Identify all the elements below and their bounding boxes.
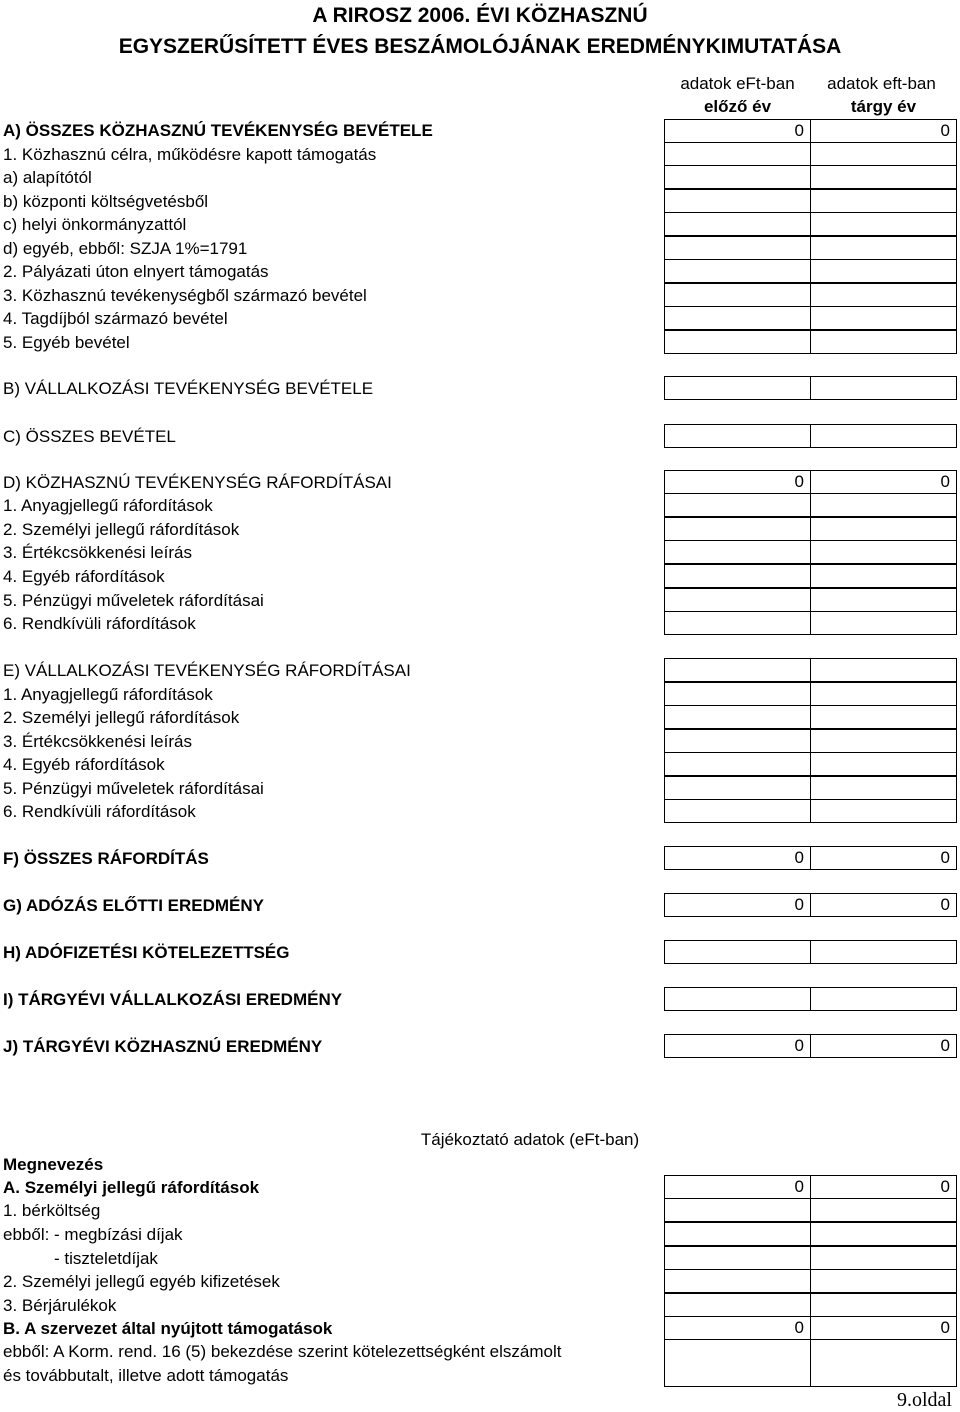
curr-year-cell: 0: [810, 893, 957, 917]
prev-year-cell: [664, 1246, 811, 1270]
curr-year-cell: [810, 306, 957, 330]
curr-year-cell: [810, 1222, 957, 1246]
curr-year-cell: [810, 189, 957, 213]
prev-year-cell: 0: [664, 1175, 811, 1199]
prev-year-cell: [664, 306, 811, 330]
prev-year-cell: [664, 424, 811, 448]
row-label: 1. bérköltség: [3, 1201, 101, 1220]
curr-year-cell: [810, 682, 957, 706]
row-label: H) ADÓFIZETÉSI KÖTELEZETTSÉG: [3, 943, 290, 962]
curr-year-cell: [810, 1269, 957, 1293]
prev-year-cell: [664, 283, 811, 307]
curr-year-cell: 0: [810, 119, 957, 143]
curr-year-header: tárgy év: [850, 97, 917, 116]
row-label: 4. Egyéb ráfordítások: [3, 755, 165, 774]
prev-year-cell: [664, 142, 811, 166]
curr-year-cell: [810, 776, 957, 800]
prev-year-cell: [664, 330, 811, 354]
curr-year-cell: 0: [810, 846, 957, 870]
curr-year-cell: [810, 424, 957, 448]
curr-year-cell: [810, 517, 957, 541]
row-label: a) alapítótól: [3, 168, 92, 187]
info-title: Tájékoztató adatok (eFt-ban): [420, 1130, 640, 1149]
row-label: 3. Értékcsökkenési leírás: [3, 732, 192, 751]
curr-year-cell: [810, 987, 957, 1011]
curr-year-cell: [810, 540, 957, 564]
prev-year-cell: [664, 564, 811, 588]
row-label: 1. Közhasznú célra, működésre kapott támogatás: [3, 145, 377, 164]
row-label: 5. Egyéb bevétel: [3, 333, 130, 352]
curr-year-cell: [810, 658, 957, 682]
curr-year-cell: 0: [810, 470, 957, 494]
row-label: 3. Értékcsökkenési leírás: [3, 543, 192, 562]
row-label: 1. Anyagjellegű ráfordítások: [3, 685, 213, 704]
row-label: J) TÁRGYÉVI KÖZHASZNÚ EREDMÉNY: [3, 1037, 323, 1056]
prev-year-cell: [664, 236, 811, 260]
row-label: D) KÖZHASZNÚ TEVÉKENYSÉG RÁFORDÍTÁSAI: [3, 473, 392, 492]
title-line-2: EGYSZERŰSÍTETT ÉVES BESZÁMOLÓJÁNAK EREDMÉNYKIMUTATÁSA: [118, 35, 842, 58]
curr-year-cell: [810, 752, 957, 776]
prev-year-cell: [664, 1339, 811, 1387]
prev-year-cell: [664, 517, 811, 541]
curr-year-cell: 0: [810, 1175, 957, 1199]
curr-year-cell: [810, 1293, 957, 1317]
prev-year-cell: [664, 705, 811, 729]
row-label: 2. Személyi jellegű ráfordítások: [3, 520, 240, 539]
info-header: Megnevezés: [3, 1155, 104, 1174]
row-label: 6. Rendkívüli ráfordítások: [3, 802, 196, 821]
prev-year-cell: [664, 189, 811, 213]
row-label: A. Személyi jellegű ráfordítások: [3, 1178, 260, 1197]
curr-unit-header: adatok eft-ban: [827, 74, 936, 93]
prev-year-cell: [664, 1222, 811, 1246]
prev-year-header: előző év: [703, 97, 772, 116]
curr-year-cell: 0: [810, 1034, 957, 1058]
row-label: c) helyi önkormányzattól: [3, 215, 187, 234]
row-label: 5. Pénzügyi műveletek ráfordításai: [3, 779, 264, 798]
row-label: 2. Pályázati úton elnyert támogatás: [3, 262, 269, 281]
curr-year-cell: [810, 1246, 957, 1270]
prev-year-cell: [664, 658, 811, 682]
curr-year-cell: [810, 799, 957, 823]
row-label: B. A szervezet által nyújtott támogatások: [3, 1319, 333, 1338]
prev-year-cell: [664, 776, 811, 800]
curr-year-cell: [810, 283, 957, 307]
curr-year-cell: [810, 330, 957, 354]
prev-year-cell: 0: [664, 1316, 811, 1340]
row-label: C) ÖSSZES BEVÉTEL: [3, 427, 176, 446]
prev-year-cell: [664, 1293, 811, 1317]
prev-year-cell: 0: [664, 846, 811, 870]
row-label: és továbbutalt, illetve adott támogatás: [3, 1366, 289, 1385]
row-label: 5. Pénzügyi műveletek ráfordításai: [3, 591, 264, 610]
curr-year-cell: [810, 1198, 957, 1222]
row-label: 4. Tagdíjból származó bevétel: [3, 309, 228, 328]
row-label: 6. Rendkívüli ráfordítások: [3, 614, 196, 633]
prev-year-cell: [664, 1198, 811, 1222]
row-label: G) ADÓZÁS ELŐTTI EREDMÉNY: [3, 896, 264, 915]
prev-year-cell: 0: [664, 1034, 811, 1058]
curr-year-cell: [810, 588, 957, 612]
row-label: I) TÁRGYÉVI VÁLLALKOZÁSI EREDMÉNY: [3, 990, 343, 1009]
prev-year-cell: [664, 212, 811, 236]
row-label: E) VÁLLALKOZÁSI TEVÉKENYSÉG RÁFORDÍTÁSAI: [3, 661, 411, 680]
prev-year-cell: [664, 165, 811, 189]
row-label: - tiszteletdíjak: [54, 1249, 158, 1268]
curr-year-cell: [810, 212, 957, 236]
curr-year-cell: [810, 611, 957, 635]
row-label: 2. Személyi jellegű egyéb kifizetések: [3, 1272, 280, 1291]
prev-year-cell: [664, 1269, 811, 1293]
curr-year-cell: [810, 165, 957, 189]
curr-year-cell: [810, 142, 957, 166]
page-number: 9.oldal: [897, 1389, 952, 1411]
row-label: b) központi költségvetésből: [3, 192, 209, 211]
prev-year-cell: 0: [664, 470, 811, 494]
row-label: 4. Egyéb ráfordítások: [3, 567, 165, 586]
prev-unit-header: adatok eFt-ban: [680, 74, 795, 93]
prev-year-cell: [664, 752, 811, 776]
prev-year-cell: [664, 611, 811, 635]
row-label: ebből: - megbízási díjak: [3, 1225, 183, 1244]
row-label: d) egyéb, ebből: SZJA 1%=1791: [3, 239, 248, 258]
row-label: 3. Közhasznú tevékenységből származó bevétel: [3, 286, 367, 305]
curr-year-cell: [810, 729, 957, 753]
prev-year-cell: [664, 682, 811, 706]
prev-year-cell: 0: [664, 893, 811, 917]
row-label: F) ÖSSZES RÁFORDÍTÁS: [3, 849, 209, 868]
curr-year-cell: [810, 564, 957, 588]
prev-year-cell: [664, 259, 811, 283]
prev-year-cell: [664, 588, 811, 612]
curr-year-cell: [810, 376, 957, 400]
prev-year-cell: [664, 940, 811, 964]
row-label: B) VÁLLALKOZÁSI TEVÉKENYSÉG BEVÉTELE: [3, 379, 374, 398]
curr-year-cell: [810, 1339, 957, 1387]
curr-year-cell: [810, 940, 957, 964]
curr-year-cell: [810, 705, 957, 729]
curr-year-cell: 0: [810, 1316, 957, 1340]
curr-year-cell: [810, 236, 957, 260]
prev-year-cell: [664, 493, 811, 517]
row-label: 1. Anyagjellegű ráfordítások: [3, 496, 213, 515]
curr-year-cell: [810, 493, 957, 517]
prev-year-cell: [664, 376, 811, 400]
curr-year-cell: [810, 259, 957, 283]
prev-year-cell: [664, 987, 811, 1011]
title-line-1: A RIROSZ 2006. ÉVI KÖZHASZNÚ: [312, 4, 648, 27]
row-label: ebből: A Korm. rend. 16 (5) bekezdése szerint kötelezettségként elszámolt: [3, 1342, 562, 1361]
prev-year-cell: [664, 540, 811, 564]
prev-year-cell: [664, 729, 811, 753]
prev-year-cell: [664, 799, 811, 823]
row-label: 2. Személyi jellegű ráfordítások: [3, 708, 240, 727]
prev-year-cell: 0: [664, 119, 811, 143]
row-label: A) ÖSSZES KÖZHASZNÚ TEVÉKENYSÉG BEVÉTELE: [3, 121, 433, 140]
row-label: 3. Bérjárulékok: [3, 1296, 117, 1315]
